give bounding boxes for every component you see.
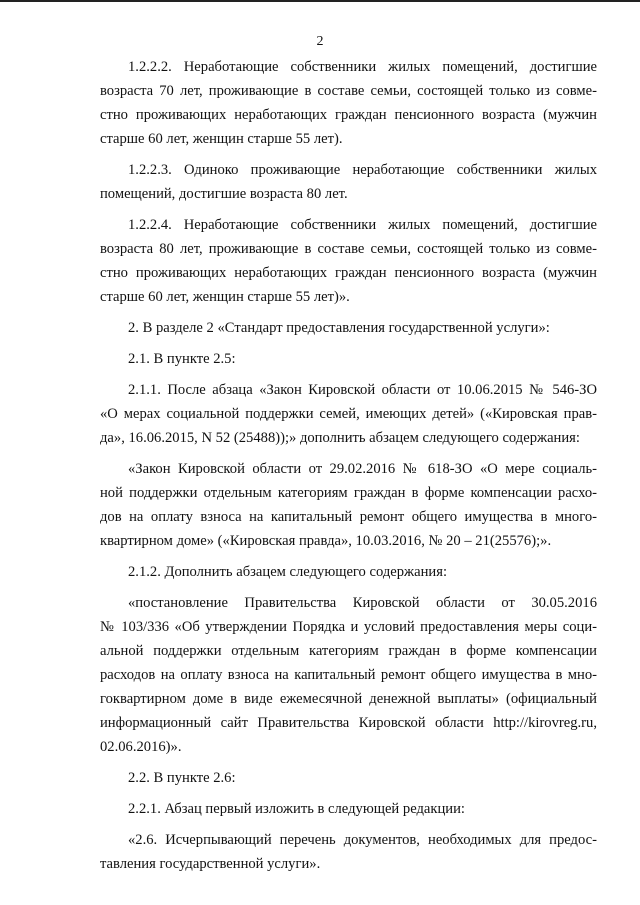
paragraph	[100, 316, 597, 340]
text-line: альной поддержки отдельным категориям граждан в форме компенсации	[100, 643, 597, 659]
text-line: возраста 80 лет, проживающие в составе семьи, состоящей только из совме-	[100, 241, 597, 257]
text-line: квартирном доме» («Кировская правда», 10.03.2016, № 20 – 21(25576);».	[100, 533, 552, 549]
text-line: 1.2.2.4. Неработающие собственники жилых помещений, достигшие	[128, 217, 597, 233]
text-line: № 103/336 «Об утверждении Порядка и условий предоставления меры соци-	[100, 619, 597, 635]
text-line: 2.2. В пункте 2.6:	[128, 770, 236, 786]
text-line: возраста 70 лет, проживающие в составе семьи, состоящей только из совме-	[100, 83, 597, 99]
text-line: 2.1. В пункте 2.5:	[128, 351, 236, 367]
text-line: 1.2.2.2. Неработающие собственники жилых помещений, достигшие	[128, 59, 597, 75]
text-line: да», 16.06.2015, N 52 (25488));» дополнить абзацем следующего содержания:	[100, 430, 580, 446]
paragraph	[100, 347, 597, 371]
paragraph	[100, 797, 597, 821]
paragraph	[100, 591, 597, 759]
paragraph	[100, 766, 597, 790]
paragraph	[100, 457, 597, 553]
paragraph	[100, 55, 597, 151]
paragraph	[100, 560, 597, 584]
paragraph	[100, 213, 597, 309]
top-border-line	[0, 0, 640, 2]
text-line: расходов на оплату взноса на капитальный ремонт общего имущества в мно-	[100, 667, 597, 683]
text-line: помещений, достигшие возраста 80 лет.	[100, 186, 348, 202]
text-line: «2.6. Исчерпывающий перечень документов, необходимых для предос-	[128, 832, 597, 848]
paragraph	[100, 378, 597, 450]
text-line: стно проживающих неработающих граждан пенсионного возраста (мужчин	[100, 107, 597, 123]
text-line: 2.1.2. Дополнить абзацем следующего содержания:	[128, 564, 448, 580]
text-line: старше 60 лет, женщин старше 55 лет)».	[100, 289, 350, 305]
page-number: 2	[316, 34, 324, 49]
text-line: дов на оплату взноса на капитальный ремонт общего имущества в много-	[100, 509, 597, 525]
text-line: тавления государственной услуги».	[100, 856, 321, 872]
text-line: 2.2.1. Абзац первый изложить в следующей редакции:	[128, 801, 465, 817]
text-line: 2. В разделе 2 «Стандарт предоставления государственной услуги»:	[128, 320, 550, 336]
text-line: 1.2.2.3. Одиноко проживающие неработающие собственники жилых	[128, 162, 597, 178]
text-line: гоквартирном доме в виде ежемесячной денежной выплаты» (официальный	[100, 691, 597, 707]
text-line: «Закон Кировской области от 29.02.2016 № 618-ЗО «О мере социаль-	[128, 461, 597, 477]
text-line: стно проживающих неработающих граждан пенсионного возраста (мужчин	[100, 265, 597, 281]
text-line: информационный сайт Правительства Кировской области http://kirovreg.ru,	[100, 715, 597, 731]
text-line: ной поддержки отдельным категориям граждан в форме компенсации расхо-	[100, 485, 597, 501]
text-line: «постановление Правительства Кировской области от 30.05.2016	[128, 595, 597, 611]
paragraph	[100, 828, 597, 876]
text-line: старше 60 лет, женщин старше 55 лет).	[100, 131, 343, 147]
text-line: «О мерах социальной поддержки семей, имеющих детей» («Кировская прав-	[100, 406, 597, 422]
paragraph	[100, 158, 597, 206]
document-body	[100, 55, 597, 883]
text-line: 02.06.2016)».	[100, 739, 182, 755]
text-line: 2.1.1. После абзаца «Закон Кировской области от 10.06.2015 № 546-ЗО	[128, 382, 597, 398]
